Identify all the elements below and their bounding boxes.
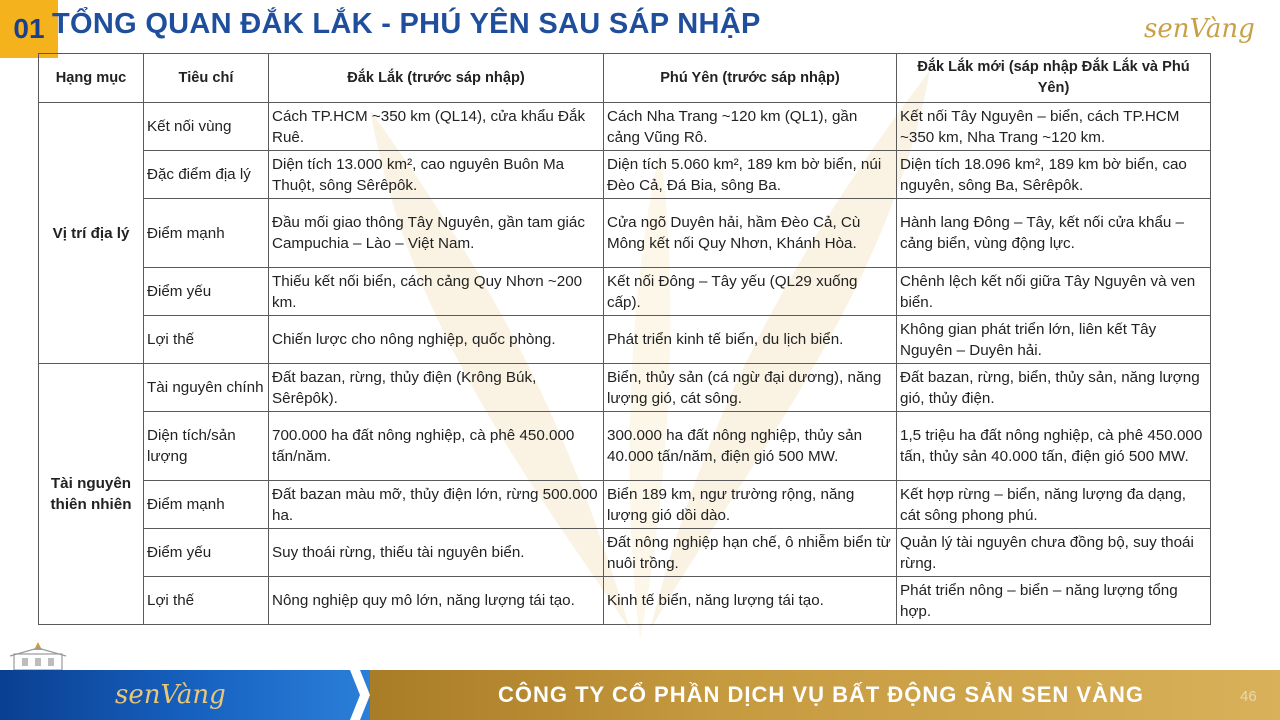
criteria-cell: Lợi thế	[144, 577, 269, 625]
daklak-cell: Cách TP.HCM ~350 km (QL14), cửa khẩu Đắk Ruê.	[269, 103, 604, 151]
new-daklak-cell: Chênh lệch kết nối giữa Tây Nguyên và ven biển.	[897, 268, 1211, 316]
table-header-row	[39, 54, 1211, 103]
daklak-cell: Đất bazan màu mỡ, thủy điện lớn, rừng 500.000 ha.	[269, 481, 604, 529]
table-row	[39, 316, 1211, 364]
table-row	[39, 103, 1211, 151]
header-phuyen: Phú Yên (trước sáp nhập)	[604, 54, 897, 103]
footer-divider	[350, 670, 372, 720]
footer-logo-text: senVàng	[115, 680, 226, 710]
page-title: TỔNG QUAN ĐẮK LẮK - PHÚ YÊN SAU SÁP NHẬP	[52, 8, 761, 40]
criteria-cell: Điểm yếu	[144, 529, 269, 577]
sen-vang-logo	[1144, 4, 1268, 48]
daklak-cell: Thiếu kết nối biển, cách cảng Quy Nhơn ~200 km.	[269, 268, 604, 316]
new-daklak-cell: Quản lý tài nguyên chưa đồng bộ, suy thoái rừng.	[897, 529, 1211, 577]
company-name: CÔNG TY CỔ PHẦN DỊCH VỤ BẤT ĐỘNG SẢN SEN VÀNG	[498, 682, 1144, 707]
table-row	[39, 481, 1211, 529]
daklak-cell: 700.000 ha đất nông nghiệp, cà phê 450.000 tấn/năm.	[269, 412, 604, 481]
footer-bar	[0, 670, 1280, 720]
table-row	[39, 529, 1211, 577]
new-daklak-cell: Đất bazan, rừng, biển, thủy sản, năng lượng gió, thủy điện.	[897, 364, 1211, 412]
phuyen-cell: Diện tích 5.060 km², 189 km bờ biển, núi Đèo Cả, Đá Bia, sông Ba.	[604, 151, 897, 199]
building-emblem-icon	[4, 640, 72, 672]
table-row	[39, 151, 1211, 199]
new-daklak-cell: Diện tích 18.096 km², 189 km bờ biển, cao nguyên, sông Ba, Sêrêpôk.	[897, 151, 1211, 199]
phuyen-cell: Kinh tế biển, năng lượng tái tạo.	[604, 577, 897, 625]
criteria-cell: Lợi thế	[144, 316, 269, 364]
page-number: 46	[1240, 688, 1257, 705]
phuyen-cell: Cách Nha Trang ~120 km (QL1), gần cảng Vũng Rô.	[604, 103, 897, 151]
new-daklak-cell: Không gian phát triển lớn, liên kết Tây Nguyên – Duyên hải.	[897, 316, 1211, 364]
criteria-cell: Diện tích/sản lượng	[144, 412, 269, 481]
table-row	[39, 364, 1211, 412]
header-daklak: Đắk Lắk (trước sáp nhập)	[269, 54, 604, 103]
group-label: Tài nguyên thiên nhiên	[39, 364, 144, 625]
header-category: Hạng mục	[39, 54, 144, 103]
phuyen-cell: Phát triển kinh tế biển, du lịch biển.	[604, 316, 897, 364]
daklak-cell: Đất bazan, rừng, thủy điện (Krông Búk, Sêrêpôk).	[269, 364, 604, 412]
group-label: Vị trí địa lý	[39, 103, 144, 364]
table-row	[39, 412, 1211, 481]
criteria-cell: Điểm mạnh	[144, 481, 269, 529]
header-criteria: Tiêu chí	[144, 54, 269, 103]
new-daklak-cell: 1,5 triệu ha đất nông nghiệp, cà phê 450.000 tấn, thủy sản 40.000 tấn, điện gió 500 MW.	[897, 412, 1211, 481]
new-daklak-cell: Hành lang Đông – Tây, kết nối cửa khẩu – cảng biển, vùng động lực.	[897, 199, 1211, 268]
phuyen-cell: Biển, thủy sản (cá ngừ đại dương), năng lượng gió, cát sông.	[604, 364, 897, 412]
table-row	[39, 577, 1211, 625]
daklak-cell: Nông nghiệp quy mô lớn, năng lượng tái tạo.	[269, 577, 604, 625]
daklak-cell: Chiến lược cho nông nghiệp, quốc phòng.	[269, 316, 604, 364]
new-daklak-cell: Kết nối Tây Nguyên – biển, cách TP.HCM ~350 km, Nha Trang ~120 km.	[897, 103, 1211, 151]
table-row	[39, 268, 1211, 316]
phuyen-cell: 300.000 ha đất nông nghiệp, thủy sản 40.000 tấn/năm, điện gió 500 MW.	[604, 412, 897, 481]
daklak-cell: Đầu mối giao thông Tây Nguyên, gần tam giác Campuchia – Lào – Việt Nam.	[269, 199, 604, 268]
section-number: 01	[0, 0, 58, 58]
criteria-cell: Tài nguyên chính	[144, 364, 269, 412]
new-daklak-cell: Kết hợp rừng – biển, năng lượng đa dạng, cát sông phong phú.	[897, 481, 1211, 529]
criteria-cell: Kết nối vùng	[144, 103, 269, 151]
criteria-cell: Điểm mạnh	[144, 199, 269, 268]
new-daklak-cell: Phát triển nông – biển – năng lượng tổng hợp.	[897, 577, 1211, 625]
phuyen-cell: Kết nối Đông – Tây yếu (QL29 xuống cấp).	[604, 268, 897, 316]
phuyen-cell: Biển 189 km, ngư trường rộng, năng lượng gió dồi dào.	[604, 481, 897, 529]
phuyen-cell: Cửa ngõ Duyên hải, hầm Đèo Cả, Cù Mông kết nối Quy Nhơn, Khánh Hòa.	[604, 199, 897, 268]
criteria-cell: Điểm yếu	[144, 268, 269, 316]
table-row	[39, 199, 1211, 268]
comparison-table	[38, 53, 1211, 625]
phuyen-cell: Đất nông nghiệp hạn chế, ô nhiễm biển từ nuôi trồng.	[604, 529, 897, 577]
daklak-cell: Diện tích 13.000 km², cao nguyên Buôn Ma Thuột, sông Sêrêpôk.	[269, 151, 604, 199]
daklak-cell: Suy thoái rừng, thiếu tài nguyên biển.	[269, 529, 604, 577]
criteria-cell: Đặc điểm địa lý	[144, 151, 269, 199]
logo-text: senVàng	[1144, 14, 1255, 44]
header-new-daklak: Đắk Lắk mới (sáp nhập Đắk Lắk và Phú Yên)	[897, 54, 1211, 103]
